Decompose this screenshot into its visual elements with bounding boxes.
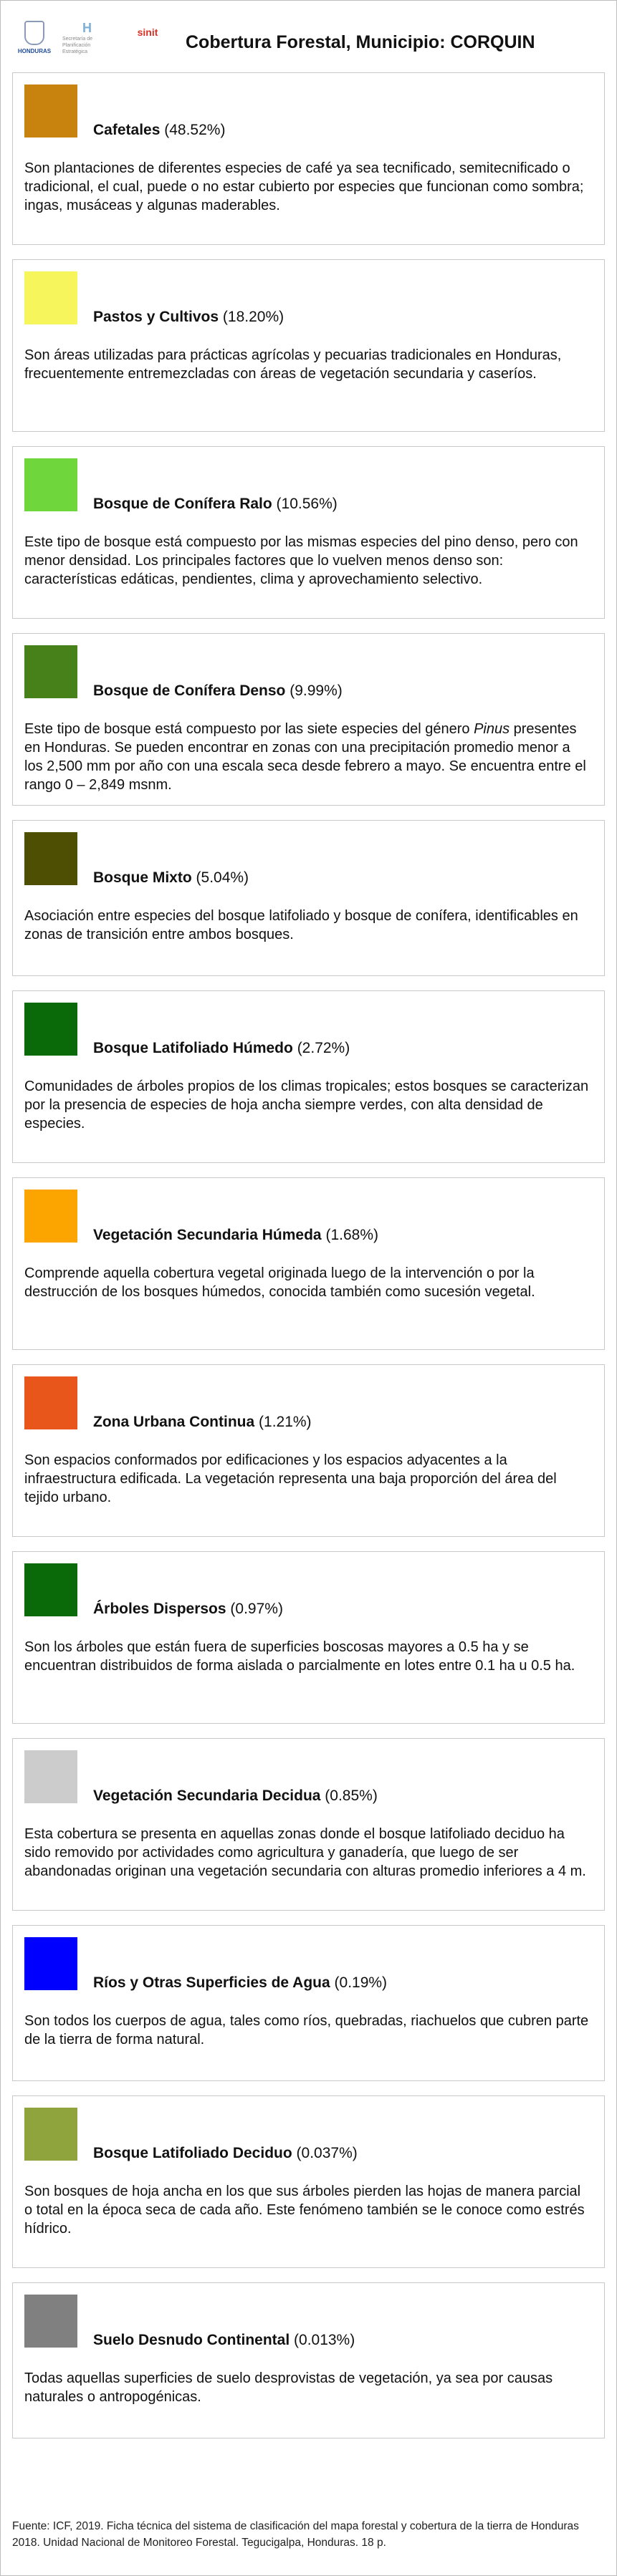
category-percentage: (48.52%) — [164, 122, 226, 138]
category-name: Árboles Dispersos — [93, 1601, 226, 1617]
category-description: Todas aquellas superficies de suelo desprovistas de vegetación, ya sea por causas naturales o antropogénicas. — [24, 2370, 553, 2405]
category-card — [12, 259, 605, 432]
sgmh-logo — [62, 21, 113, 55]
category-title — [93, 122, 225, 139]
category-title — [93, 496, 338, 513]
category-card — [12, 1925, 605, 2081]
category-percentage: (1.68%) — [325, 1227, 378, 1243]
sinit-logo-text: sinit — [137, 26, 158, 38]
category-title — [93, 309, 284, 326]
description-text: Este tipo de bosque está compuesto por las siete especies del género — [24, 721, 474, 737]
honduras-logo-text: HONDURAS — [17, 48, 52, 54]
category-percentage: (0.037%) — [296, 2145, 358, 2161]
category-title — [93, 1601, 283, 1618]
category-title — [93, 2145, 358, 2162]
genus-name: Pinus — [474, 721, 510, 737]
category-name: Zona Urbana Continua — [93, 1414, 255, 1430]
category-title — [93, 1788, 378, 1805]
category-card — [12, 1364, 605, 1537]
category-title — [93, 1227, 378, 1244]
category-percentage: (0.19%) — [334, 1974, 388, 1991]
sinit-logo — [123, 26, 173, 38]
description-text: presentes en Honduras. Se pueden encontrar en zonas con una precipitación promedio menor a los 2,500 mm por año con una escala seca desde febrero a mayo. Se encuentra entre el rango 0 – 2,849 msnm. — [24, 721, 586, 793]
category-title — [93, 1414, 312, 1431]
category-card — [12, 633, 605, 806]
category-card — [12, 1177, 605, 1350]
category-title — [93, 2332, 355, 2349]
category-percentage: (1.21%) — [259, 1414, 312, 1430]
category-name: Pastos y Cultivos — [93, 309, 219, 325]
category-name: Ríos y Otras Superficies de Agua — [93, 1974, 330, 1991]
category-name: Vegetación Secundaria Decidua — [93, 1788, 321, 1804]
color-swatch — [24, 271, 77, 324]
category-title — [93, 869, 249, 887]
page-title: Cobertura Forestal, Municipio: CORQUIN — [186, 32, 535, 52]
category-card — [12, 446, 605, 619]
category-description: Son plantaciones de diferentes especies de café ya sea tecnificado, semitecnificado o tradicional, el cual, puede o no estar cubierto por especies que funcionan como sombra; ingas, musáceas y algunas maderables. — [24, 160, 584, 213]
category-percentage: (9.99%) — [290, 682, 343, 699]
category-name: Bosque Mixto — [93, 869, 192, 886]
source-note: Fuente: ICF, 2019. Ficha técnica del sistema de clasificación del mapa forestal y cobertura de la tierra de Honduras 2018. Unidad Nacional de Monitoreo Forestal. Tegucigalpa, Honduras. 18 p. — [12, 2520, 579, 2549]
category-card — [12, 1738, 605, 1911]
category-description — [24, 720, 591, 794]
category-name: Vegetación Secundaria Húmeda — [93, 1227, 322, 1243]
category-percentage: (10.56%) — [276, 496, 338, 512]
category-description: Son espacios conformados por edificaciones y los espacios adyacentes a la infraestructura edificada. La vegetación representa una baja proporción del área del tejido urbano. — [24, 1452, 557, 1505]
category-percentage: (0.013%) — [294, 2332, 355, 2348]
category-card — [12, 72, 605, 245]
category-card — [12, 990, 605, 1163]
category-description: Esta cobertura se presenta en aquellas zonas donde el bosque latifoliado deciduo ha sido removido por actividades como agricultura y ganadería, que luego de ser abandonadas originan una vegetación secundaria con alturas promedio inferiores a 4 m. — [24, 1826, 586, 1879]
color-swatch — [24, 645, 77, 698]
color-swatch — [24, 1563, 77, 1616]
sgmh-logo-text: Secretaría de Planificación Estratégica — [62, 37, 93, 54]
category-description: Comprende aquella cobertura vegetal originada luego de la intervención o por la destrucción de los bosques húmedos, conocida también como sucesión vegetal. — [24, 1265, 535, 1300]
category-name: Bosque de Conífera Denso — [93, 682, 286, 699]
category-description: Son los árboles que están fuera de superficies boscosas mayores a 0.5 ha y se encuentran distribuidos de forma aislada o parcialmente en lotes entre 0.1 ha u 0.5 ha. — [24, 1639, 575, 1674]
category-description: Asociación entre especies del bosque latifoliado y bosque de conífera, identificables en zonas de transición entre ambos bosques. — [24, 908, 578, 942]
category-description: Son bosques de hoja ancha en los que sus árboles pierden las hojas de manera parcial o total en la época seca de cada año. Este fenómeno también se le conoce como estrés hídrico. — [24, 2184, 585, 2237]
page-header — [1, 1, 616, 72]
category-card — [12, 2282, 605, 2438]
category-description: Son todos los cuerpos de agua, tales como ríos, quebradas, riachuelos que cubren parte de la tierra de forma natural. — [24, 2013, 589, 2047]
category-description: Este tipo de bosque está compuesto por las mismas especies del pino denso, pero con menor densidad. Los principales factores que lo vuelven menos denso son: características edáticas, pendientes, clima y aprovechamiento selectivo. — [24, 534, 578, 587]
category-title — [93, 1974, 387, 1992]
category-card — [12, 1551, 605, 1724]
category-name: Bosque Latifoliado Húmedo — [93, 1040, 293, 1056]
color-swatch — [24, 1190, 77, 1243]
emblem-icon — [24, 21, 44, 45]
category-percentage: (2.72%) — [297, 1040, 350, 1056]
color-swatch — [24, 85, 77, 138]
sgmh-mark-icon: H — [82, 21, 92, 35]
category-title — [93, 682, 343, 700]
category-percentage: (18.20%) — [222, 309, 284, 325]
category-title — [93, 1040, 350, 1057]
color-swatch — [24, 1937, 77, 1990]
color-swatch — [24, 1003, 77, 1056]
color-swatch — [24, 1376, 77, 1429]
color-swatch — [24, 2108, 77, 2161]
category-percentage: (5.04%) — [196, 869, 249, 886]
category-description: Son áreas utilizadas para prácticas agrícolas y pecuarias tradicionales en Honduras, frecuentemente entremezcladas con áreas de vegetación secundaria y caseríos. — [24, 347, 562, 382]
color-swatch — [24, 2295, 77, 2348]
color-swatch — [24, 1750, 77, 1803]
category-card — [12, 820, 605, 976]
category-name: Bosque de Conífera Ralo — [93, 496, 272, 512]
category-name: Cafetales — [93, 122, 161, 138]
color-swatch — [24, 832, 77, 885]
honduras-logo — [9, 21, 59, 54]
color-swatch — [24, 458, 77, 511]
category-card — [12, 2095, 605, 2268]
category-list — [1, 72, 616, 2438]
category-name: Suelo Desnudo Continental — [93, 2332, 290, 2348]
category-percentage: (0.97%) — [230, 1601, 283, 1617]
category-percentage: (0.85%) — [325, 1788, 378, 1804]
category-name: Bosque Latifoliado Deciduo — [93, 2145, 292, 2161]
category-description: Comunidades de árboles propios de los climas tropicales; estos bosques se caracterizan por la presencia de especies de hoja ancha siempre verdes, con alta densidad de especies. — [24, 1079, 589, 1132]
